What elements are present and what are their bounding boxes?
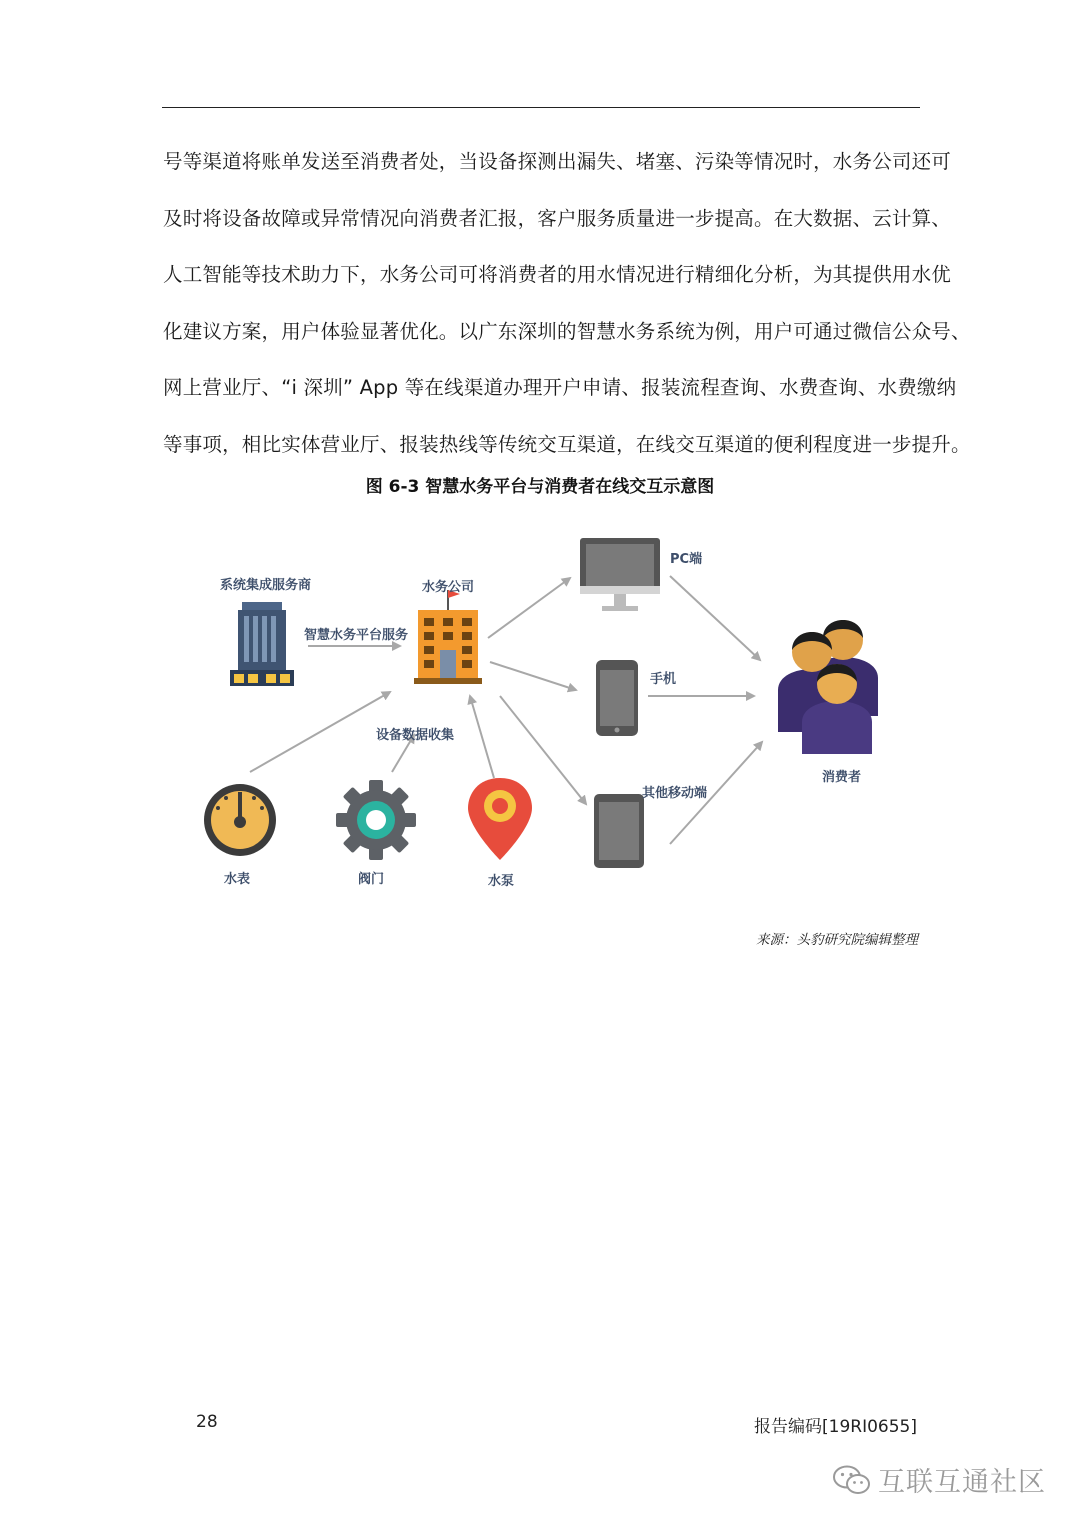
diagram-graphics [178, 510, 902, 920]
phone-label: 手机 [650, 672, 677, 687]
water-pump-label: 水泵 [488, 874, 515, 889]
arrow-company-to-pc [488, 578, 570, 638]
page-number: 28 [196, 1412, 218, 1432]
arrow-meter-to-company [250, 692, 390, 772]
arrow-pc-to-consumers [670, 576, 760, 660]
water-pump-pin-icon [468, 778, 532, 860]
consumers-label: 消费者 [822, 770, 862, 785]
mobile-phone-icon [596, 660, 638, 736]
body-line: 网上营业厅、“i 深圳” App 等在线渠道办理开户申请、报装流程查询、水费查询、水费缴纳 [163, 376, 957, 400]
arrow-company-to-phone [490, 662, 576, 690]
valve-label: 阀门 [358, 872, 385, 887]
interaction-diagram [178, 510, 902, 920]
header-rule [162, 107, 920, 108]
body-line: 人工智能等技术助力下，水务公司可将消费者的用水情况进行精细化分析，为其提供用水优 [163, 263, 952, 287]
data-collection-label: 设备数据收集 [376, 728, 455, 743]
figure-source: 来源：头豹研究院编辑整理 [756, 932, 918, 948]
watermark-text: 互联互通社区 [878, 1467, 1046, 1498]
body-line: 化建议方案，用户体验显著优化。以广东深圳的智慧水务系统为例，用户可通过微信公众号、 [163, 319, 971, 343]
figure-caption: 图 6-3 智慧水务平台与消费者在线交互示意图 [365, 477, 715, 497]
tablet-icon [594, 794, 644, 868]
body-line: 及时将设备故障或异常情况向消费者汇报，客户服务质量进一步提高。在大数据、云计算、 [163, 206, 952, 230]
valve-gear-icon [336, 780, 416, 860]
body-line: 等事项，相比实体营业厅、报装热线等传统交互渠道，在线交互渠道的便利程度进一步提升。 [163, 432, 971, 456]
other-mobile-label: 其他移动端 [642, 786, 708, 801]
water-company-building-icon [414, 590, 482, 684]
water-meter-icon [204, 784, 276, 856]
office-building-icon [230, 602, 294, 686]
report-code: 报告编码[19RI0655] [754, 1417, 917, 1437]
platform-service-label: 智慧水务平台服务 [304, 628, 409, 643]
body-line: 号等渠道将账单发送至消费者处，当设备探测出漏失、堵塞、污染等情况时，水务公司还可 [163, 150, 952, 173]
arrow-pump-to-company [470, 696, 494, 778]
wechat-icon [832, 1463, 872, 1497]
integrator-label: 系统集成服务商 [220, 578, 312, 593]
pc-label: PC端 [670, 552, 703, 567]
water-meter-label: 水表 [224, 872, 251, 887]
consumers-group-icon [778, 620, 878, 754]
water-company-label: 水务公司 [422, 580, 475, 595]
pc-monitor-icon [580, 538, 660, 611]
body-paragraph [163, 134, 971, 474]
watermark [832, 1460, 1046, 1499]
